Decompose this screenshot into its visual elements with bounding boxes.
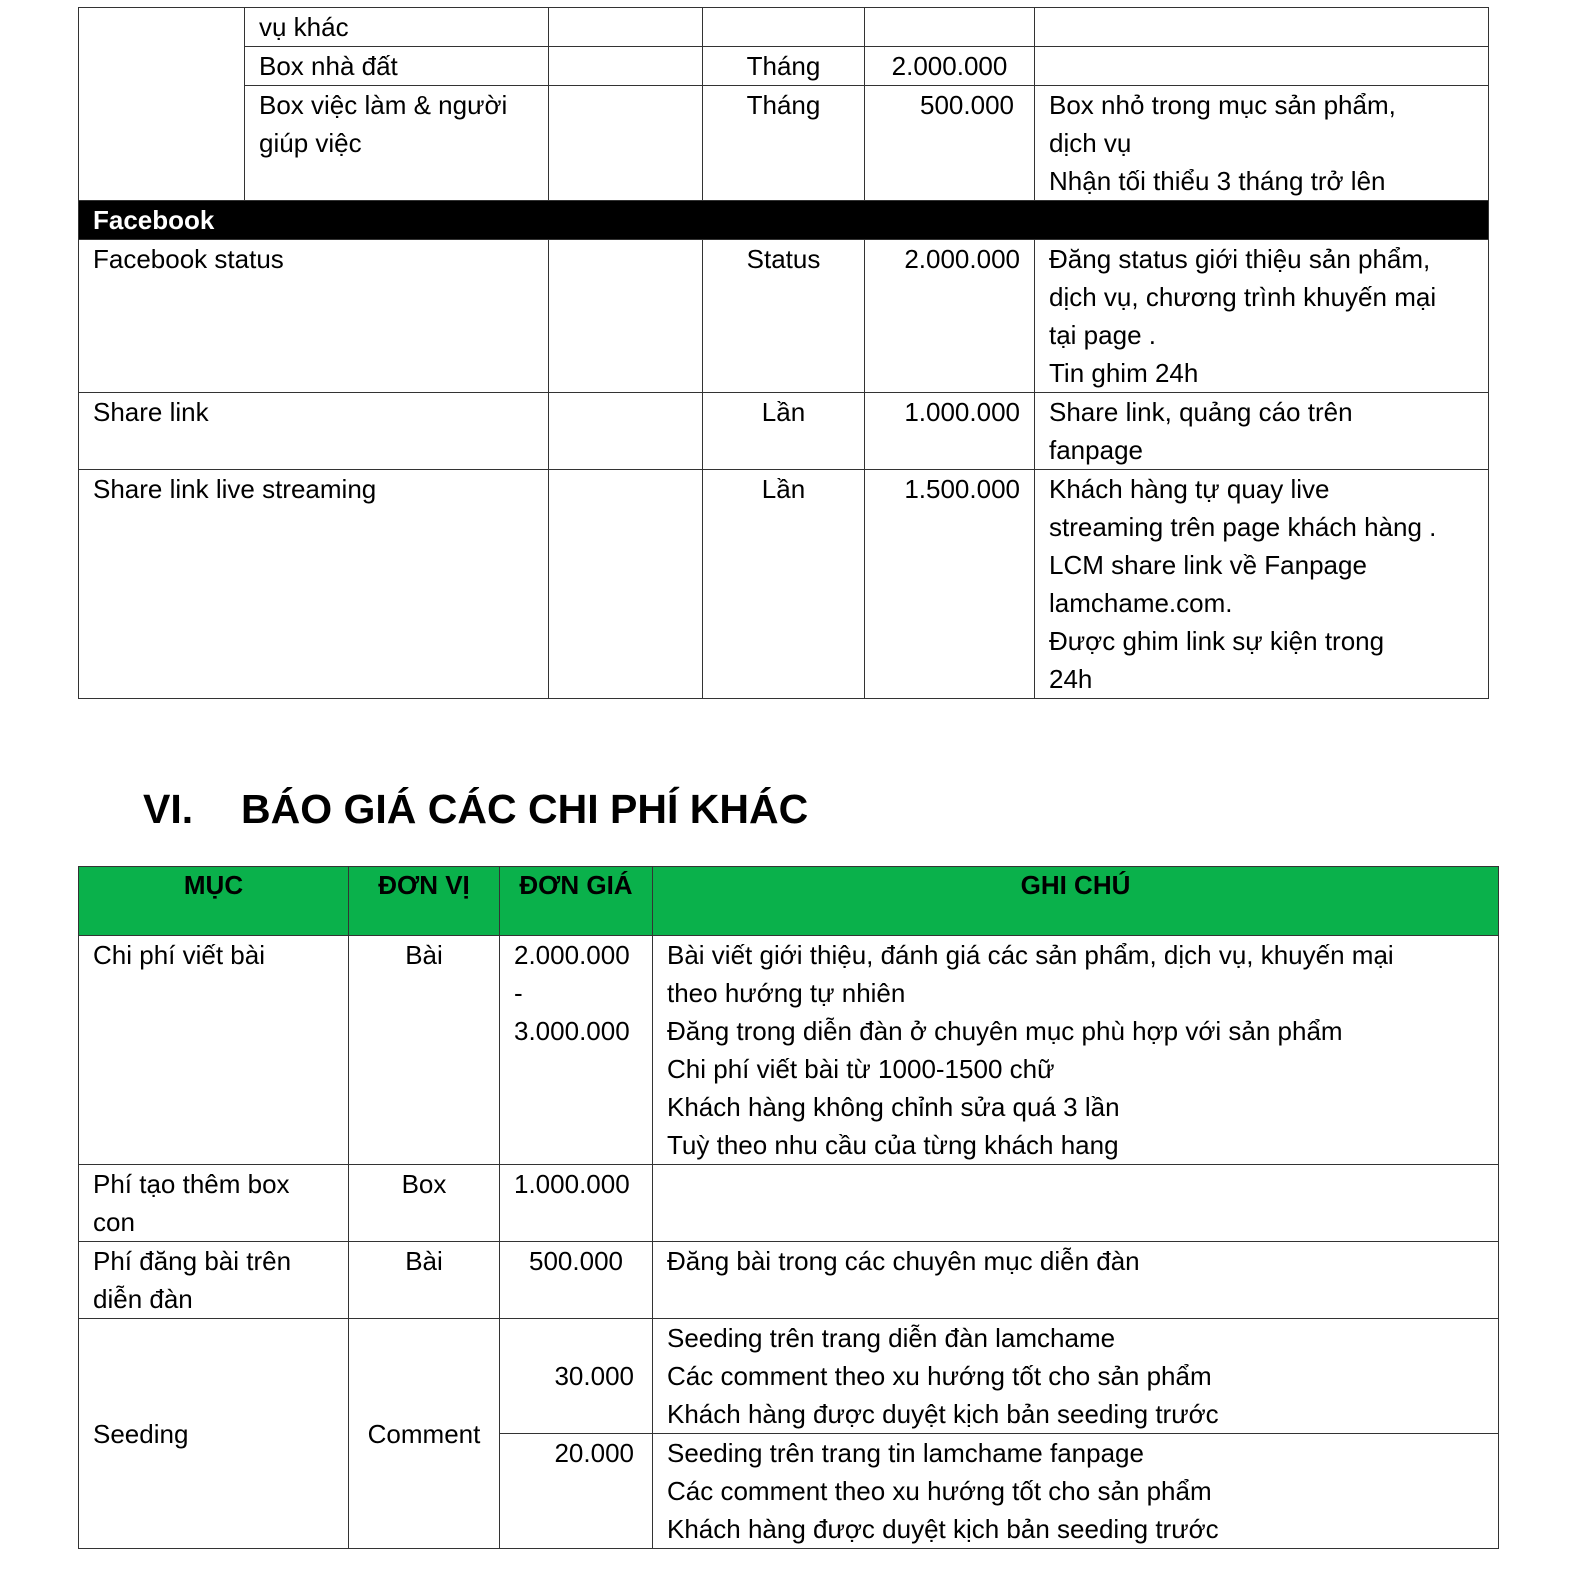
- note-cell: Đăng status giới thiệu sản phẩm, dịch vụ, chương trình khuyến mại tại page . Tin ghim 24h: [1035, 240, 1489, 393]
- unit-cell: Bài: [349, 1242, 500, 1319]
- item-cell: Box việc làm & người giúp việc: [245, 86, 549, 201]
- table-row: [79, 240, 1489, 393]
- price-cell: 1.000.000: [865, 393, 1035, 470]
- section-number: VI.: [143, 786, 194, 832]
- item-cell: Share link: [79, 393, 549, 470]
- item-cell: Share link live streaming: [79, 470, 549, 699]
- item-cell: vụ khác: [245, 8, 549, 47]
- table-row: [79, 1165, 1499, 1242]
- price-cell: 500.000: [865, 86, 1035, 201]
- table-header-row: [79, 867, 1499, 936]
- note-cell: Share link, quảng cáo trên fanpage: [1035, 393, 1489, 470]
- advertising-price-table: [78, 7, 1489, 699]
- table-row: [79, 86, 1489, 201]
- section-header-row: [79, 201, 1489, 240]
- price-cell: 2.000.000 - 3.000.000: [500, 936, 653, 1165]
- item-cell: Seeding: [79, 1319, 349, 1549]
- unit-cell: Status: [703, 240, 865, 393]
- price-cell: 1.500.000: [865, 470, 1035, 699]
- header-note: GHI CHÚ: [653, 867, 1499, 936]
- table-row: [79, 470, 1489, 699]
- unit-cell: Lần: [703, 393, 865, 470]
- facebook-header: Facebook: [79, 201, 1489, 240]
- table-row: [79, 47, 1489, 86]
- price-cell: 500.000: [500, 1242, 653, 1319]
- category-cell: [79, 8, 245, 201]
- item-cell: Phí tạo thêm box con: [79, 1165, 349, 1242]
- table-row: [79, 8, 1489, 47]
- price-cell: 20.000: [500, 1434, 653, 1549]
- note-cell: Đăng bài trong các chuyên mục diễn đàn: [653, 1242, 1499, 1319]
- section-title: BÁO GIÁ CÁC CHI PHÍ KHÁC: [241, 786, 809, 832]
- unit-cell: Tháng: [703, 47, 865, 86]
- note-cell: Khách hàng tự quay live streaming trên page khách hàng . LCM share link về Fanpage lamchame.com. Được ghim link sự kiện trong 24h: [1035, 470, 1489, 699]
- unit-cell: Lần: [703, 470, 865, 699]
- table-row: [79, 936, 1499, 1165]
- item-cell: Chi phí viết bài: [79, 936, 349, 1165]
- other-costs-table: [78, 866, 1499, 1549]
- note-cell: [653, 1165, 1499, 1242]
- item-cell: Phí đăng bài trên diễn đàn: [79, 1242, 349, 1319]
- price-cell: 2.000.000: [865, 47, 1035, 86]
- table-row: [79, 1242, 1499, 1319]
- price-cell: 1.000.000: [500, 1165, 653, 1242]
- table-row: [79, 1319, 1499, 1434]
- section-heading: [143, 786, 808, 833]
- price-cell: 30.000: [500, 1319, 653, 1434]
- unit-cell: Box: [349, 1165, 500, 1242]
- table-row: [79, 393, 1489, 470]
- note-cell: Seeding trên trang tin lamchame fanpage Các comment theo xu hướng tốt cho sản phẩm Khách hàng được duyệt kịch bản seeding trước: [653, 1434, 1499, 1549]
- item-cell: Box nhà đất: [245, 47, 549, 86]
- header-price: ĐƠN GIÁ: [500, 867, 653, 936]
- price-cell: 2.000.000: [865, 240, 1035, 393]
- header-item: MỤC: [79, 867, 349, 936]
- unit-cell: Comment: [349, 1319, 500, 1549]
- note-cell: Bài viết giới thiệu, đánh giá các sản phẩm, dịch vụ, khuyến mại theo hướng tự nhiên Đăng trong diễn đàn ở chuyên mục phù hợp với sản phẩm Chi phí viết bài từ 1000-1500 chữ Khách hàng không chỉnh sửa quá 3 lần Tuỳ theo nhu cầu của từng khách hang: [653, 936, 1499, 1165]
- unit-cell: Bài: [349, 936, 500, 1165]
- item-cell: Facebook status: [79, 240, 549, 393]
- unit-cell: Tháng: [703, 86, 865, 201]
- note-cell: Box nhỏ trong mục sản phẩm, dịch vụ Nhận tối thiểu 3 tháng trở lên: [1035, 86, 1489, 201]
- note-cell: Seeding trên trang diễn đàn lamchame Các comment theo xu hướng tốt cho sản phẩm Khách hàng được duyệt kịch bản seeding trước: [653, 1319, 1499, 1434]
- header-unit: ĐƠN VỊ: [349, 867, 500, 936]
